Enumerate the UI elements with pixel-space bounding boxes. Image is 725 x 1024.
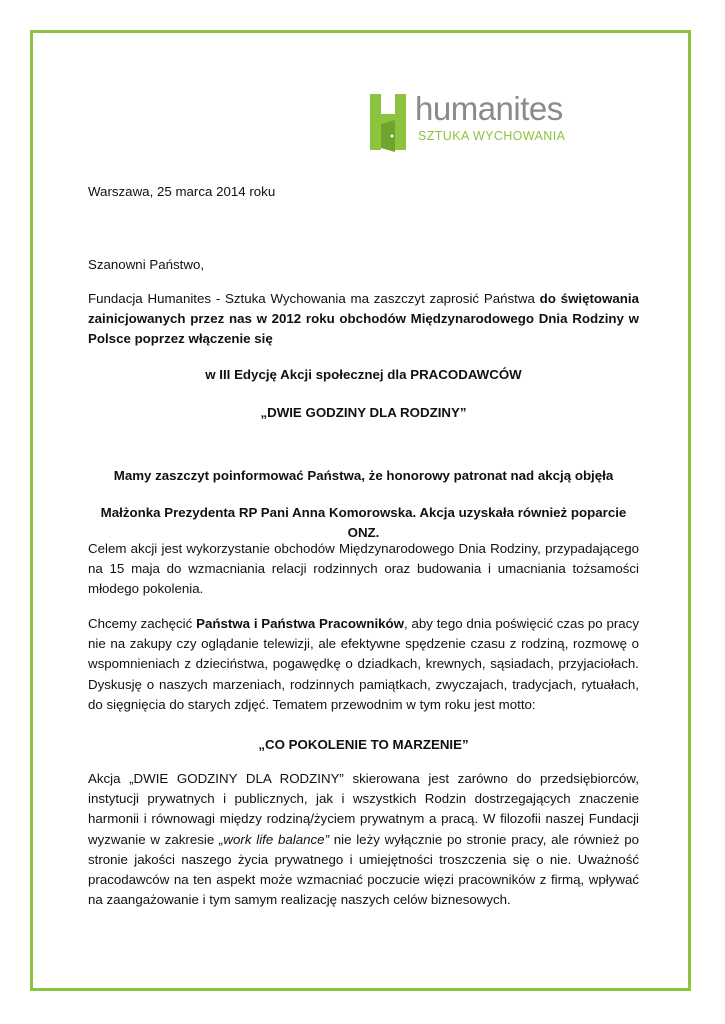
motto: „CO POKOLENIE TO MARZENIE” xyxy=(258,737,469,752)
edition-line: w III Edycję Akcji społecznej dla PRACODAWCÓW xyxy=(205,367,522,382)
intro-text: Fundacja Humanites - Sztuka Wychowania ma zaszczyt zaprosić Państwa xyxy=(88,291,540,306)
patronage-line-1: Mamy zaszczyt poinformować Państwa, że honorowy patronat nad akcją objęła xyxy=(113,468,614,483)
encourage-text-2: , aby tego dnia poświęcić czas po pracy nie na zakupy czy oglądanie telewizji, ale efektywne spędzenie czasu z rodziną, rozmowę o wspomnieniach z dzieciństwa, pogawędkę o dziadkach, krewnych, sąsiadach, przyjaciołach. Dyskusję o naszych marzeniach, rodzinnych pamiątkach, zwyczajach, tradycjach, rytuałach, do sięgnięcia do starych zdjęć. Tematem przewodnim w tym roku jest motto: xyxy=(88,616,639,712)
date-line: Warszawa, 25 marca 2014 roku xyxy=(88,184,276,199)
final-text-1: Akcja „DWIE GODZINY DLA RODZINY” skierowana jest zarówno do przedsiębiorców, instytucji prywatnych i publicznych, jak i wszystkich Rodzin dostrzegających znaczenie harmonii i równowagi między rodziną/życiem prywatnym a pracą. W filozofii naszej Fundacji wyzwanie w zakresie xyxy=(88,771,639,847)
encourage-paragraph xyxy=(88,614,639,715)
door-h-icon xyxy=(368,92,412,154)
humanites-logo xyxy=(368,92,568,154)
action-title: „DWIE GODZINY DLA RODZINY” xyxy=(260,405,467,420)
final-text-2: nie leży wyłącznie po stronie pracy, ale również po stronie jakości naszego życia prywatnego i umiejętności troszczenia się o nie. Uważność pracodawców na ten aspekt może wzmacniać poczucie więzi pracowników z firmą, wpływać na zaangażowanie i tym samym realizację naszych celów biznesowych. xyxy=(88,831,639,908)
final-italic-text: „work life balance” xyxy=(219,831,329,847)
intro-bold-text: do świętowania zainicjowanych przez nas w 2012 roku obchodów Międzynarodowego Dnia Rodziny w Polsce poprzez włączenie się xyxy=(88,291,639,347)
patronage-line-2: Małżonka Prezydenta RP Pani Anna Komorowska. Akcja uzyskała również poparcie ONZ. xyxy=(100,505,627,541)
logo-brand-name: humanites xyxy=(415,90,563,127)
goal-paragraph: Celem akcji jest wykorzystanie obchodów Międzynarodowego Dnia Rodziny, przypadającego na 15 maja do wzmacniania relacji rodzinnych oraz budowania i umacniania tożsamości młodego pokolenia. xyxy=(88,541,639,597)
encourage-text-1: Chcemy zachęcić xyxy=(88,616,197,631)
logo-tagline: SZTUKA WYCHOWANIA xyxy=(418,129,566,143)
intro-paragraph xyxy=(88,289,639,350)
salutation: Szanowni Państwo, xyxy=(88,257,205,272)
encourage-bold-text: Państwa i Państwa Pracowników xyxy=(196,616,405,631)
final-paragraph xyxy=(88,769,639,910)
